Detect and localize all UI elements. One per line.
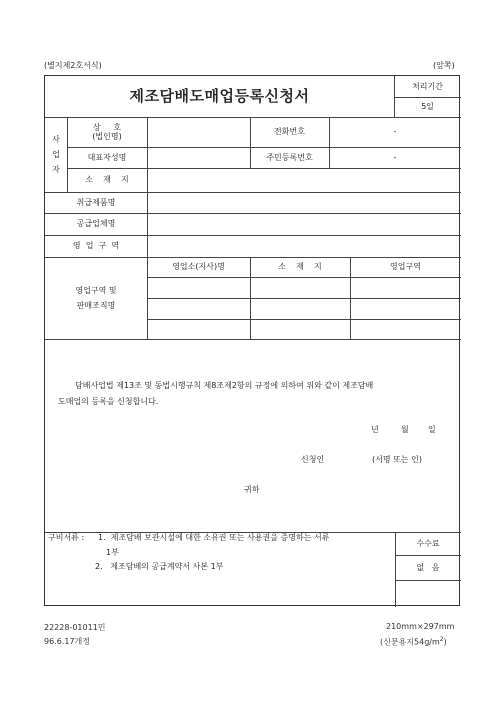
- col-header-branch: 영업소(지사)명: [172, 262, 225, 272]
- resident-number-label: 주민등록번호: [266, 152, 313, 162]
- representative-name-field[interactable]: [147, 147, 250, 168]
- statement-line1: 담배사업법 제13조 및 동법시행규칙 제8조제2항의 규정에 의하여 위와 같이 제조담배: [75, 381, 374, 390]
- processing-period-label: 처리기간: [412, 81, 443, 91]
- fee-value: 없 음: [416, 562, 440, 572]
- required-doc-item-2: 2. 제조담배의 공급계약서 사본 1부: [95, 562, 224, 571]
- application-form: [44, 75, 460, 606]
- processing-period-value: 5일: [421, 102, 434, 112]
- addressee: 귀하: [244, 485, 260, 494]
- phone-label: 전화번호: [274, 127, 305, 137]
- branch-label-line: 판매조직명: [76, 301, 116, 310]
- paper-type: [380, 636, 447, 648]
- trade-name-label: [67, 117, 147, 147]
- applicant-char: 사: [52, 135, 60, 144]
- sales-area-field[interactable]: [147, 235, 461, 257]
- date-year: 년: [371, 425, 379, 434]
- phone-field[interactable]: -: [393, 127, 397, 137]
- address-field[interactable]: [147, 168, 461, 192]
- supplier-label: 공급업체명: [76, 219, 116, 229]
- applicant-signer-label: 신청인: [301, 455, 325, 464]
- paper-type-close: ): [443, 637, 447, 647]
- products-field[interactable]: [147, 192, 461, 213]
- trade-name-field[interactable]: [147, 117, 250, 147]
- applicant-char: 자: [52, 165, 60, 174]
- required-doc-item-1: 1. 제조담배 보관시설에 대한 소유권 또는 사용권을 증명하는 서류: [98, 533, 330, 542]
- corp-name-text: (법인명): [92, 132, 122, 141]
- statement-line2: 도매업의 등록을 신청합니다.: [58, 397, 159, 406]
- resident-number-field[interactable]: -: [393, 152, 397, 162]
- sales-area-label: 영 업 구 역: [72, 241, 120, 251]
- divider: [147, 277, 461, 278]
- divider: [45, 339, 461, 340]
- products-label: 취급제품명: [76, 197, 116, 207]
- divider: [147, 298, 461, 299]
- fee-label: 수수료: [416, 538, 440, 548]
- branch-table-label: [45, 257, 147, 339]
- col-header-area: 영업구역: [390, 262, 421, 272]
- required-doc-item-1-count: 1부: [106, 548, 119, 557]
- branch-label-line: 영업구역 및: [75, 286, 117, 295]
- date-month: 월: [401, 425, 409, 434]
- supplier-field[interactable]: [147, 213, 461, 235]
- col-header-address: 소 재 지: [278, 262, 322, 272]
- paper-type-text: (신문용지54g/m: [380, 637, 440, 647]
- form-code: (별지제2호서식): [44, 61, 102, 70]
- revision-date: 96.6.17개정: [44, 637, 90, 646]
- paper-type-superscript: 2: [439, 636, 444, 643]
- paper-size: 210mm×297mm: [386, 622, 455, 631]
- divider: [147, 319, 461, 320]
- applicant-group-label: [45, 117, 67, 192]
- divider: [395, 580, 461, 581]
- trade-name-text: 상 호: [92, 122, 122, 132]
- signature-note: (서명 또는 인): [372, 455, 422, 464]
- page-side-label: (앞쪽): [433, 61, 455, 70]
- required-docs-label: 구비서류 :: [48, 533, 85, 542]
- form-title: 제조담배도매업등록신청서: [129, 86, 310, 105]
- form-number: 22228-01011민: [44, 623, 106, 632]
- address-label: 소 재 지: [85, 175, 129, 185]
- date-day: 일: [428, 425, 436, 434]
- representative-name-label: 대표자성명: [87, 152, 127, 162]
- applicant-char: 업: [52, 150, 60, 159]
